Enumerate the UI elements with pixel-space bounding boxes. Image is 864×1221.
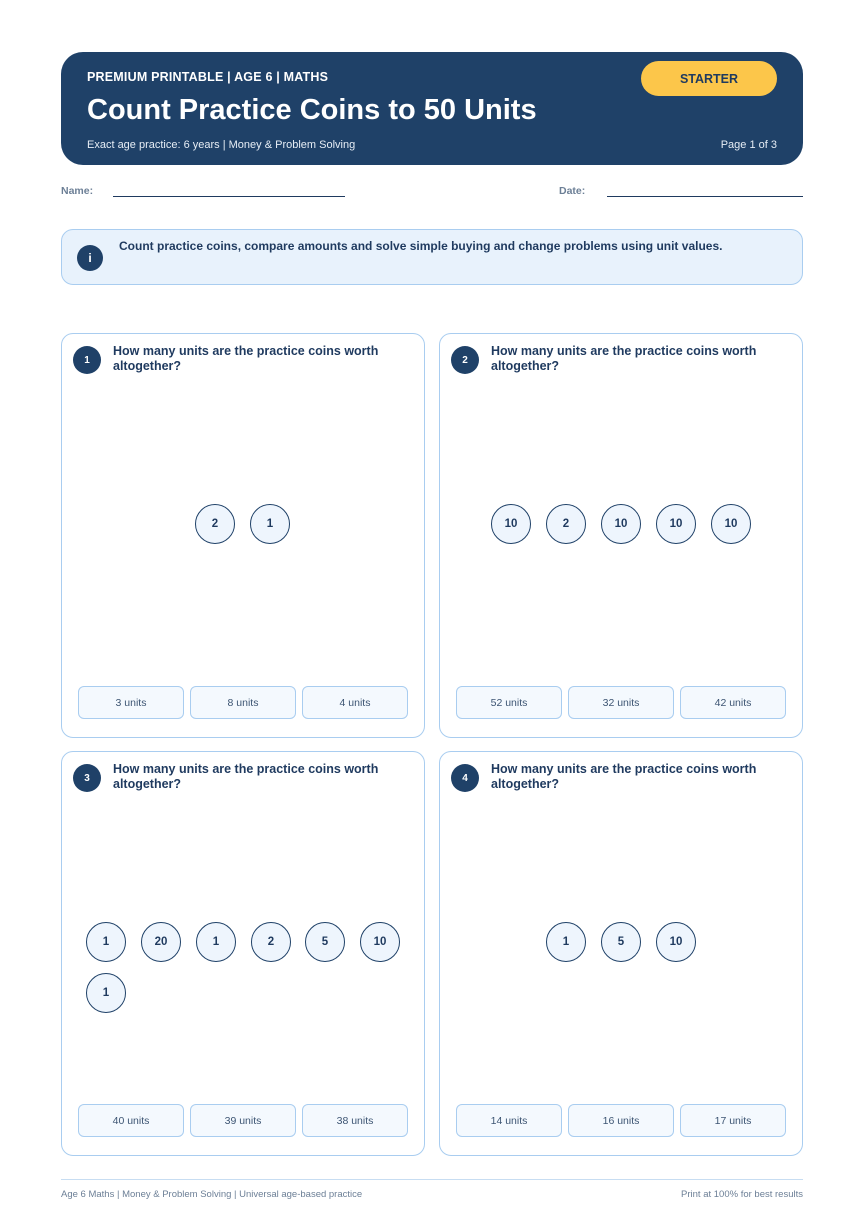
answer-option[interactable]: 40 units xyxy=(78,1104,184,1137)
coin: 2 xyxy=(546,504,586,544)
page-number: Page 1 of 3 xyxy=(720,139,777,151)
answer-option[interactable]: 3 units xyxy=(78,686,184,719)
coin-group xyxy=(62,752,424,1155)
coin: 2 xyxy=(195,504,235,544)
question-number: 1 xyxy=(73,346,101,374)
coin-group xyxy=(440,752,802,1155)
name-label: Name: xyxy=(61,185,94,197)
coin: 10 xyxy=(711,504,751,544)
date-field[interactable] xyxy=(607,196,803,197)
question-text: How many units are the practice coins worth altogether? xyxy=(113,344,379,373)
answer-option[interactable]: 39 units xyxy=(190,1104,296,1137)
info-icon: i xyxy=(77,245,103,271)
question-number: 2 xyxy=(451,346,479,374)
coin: 10 xyxy=(656,922,696,962)
coin: 1 xyxy=(196,922,236,962)
footer-left-text: Age 6 Maths | Money & Problem Solving | Universal age-based practice xyxy=(61,1189,363,1200)
coin: 1 xyxy=(250,504,290,544)
question-text: How many units are the practice coins worth altogether? xyxy=(491,344,757,373)
worksheet-header xyxy=(61,52,803,165)
answer-option[interactable]: 17 units xyxy=(680,1104,786,1137)
answer-option[interactable]: 32 units xyxy=(568,686,674,719)
coin-group xyxy=(440,334,802,737)
coin: 1 xyxy=(86,973,126,1013)
coin: 20 xyxy=(141,922,181,962)
header-kicker: PREMIUM PRINTABLE | AGE 6 | MATHS xyxy=(87,70,329,84)
date-label: Date: xyxy=(559,185,586,197)
question-card-3 xyxy=(61,751,425,1156)
coin: 10 xyxy=(491,504,531,544)
coin: 10 xyxy=(601,504,641,544)
question-card-1 xyxy=(61,333,425,738)
answer-option[interactable]: 52 units xyxy=(456,686,562,719)
question-card-4 xyxy=(439,751,803,1156)
name-field[interactable] xyxy=(113,196,345,197)
footer-right-text: Print at 100% for best results xyxy=(681,1189,803,1200)
instructions-text: Count practice coins, compare amounts and solve simple buying and change problems using unit values. xyxy=(119,239,723,253)
question-text: How many units are the practice coins worth altogether? xyxy=(491,762,757,791)
coin: 1 xyxy=(546,922,586,962)
header-subtitle: Exact age practice: 6 years | Money & Problem Solving xyxy=(87,139,356,151)
coin: 5 xyxy=(305,922,345,962)
answer-option[interactable]: 4 units xyxy=(302,686,408,719)
level-badge: STARTER xyxy=(641,61,777,96)
coin: 5 xyxy=(601,922,641,962)
instructions-box xyxy=(61,229,803,285)
answer-option[interactable]: 14 units xyxy=(456,1104,562,1137)
question-card-2 xyxy=(439,333,803,738)
coin: 10 xyxy=(656,504,696,544)
answer-option[interactable]: 8 units xyxy=(190,686,296,719)
answer-option[interactable]: 16 units xyxy=(568,1104,674,1137)
question-number: 4 xyxy=(451,764,479,792)
question-text: How many units are the practice coins worth altogether? xyxy=(113,762,379,791)
coin: 2 xyxy=(251,922,291,962)
page-title: Count Practice Coins to 50 Units xyxy=(87,94,537,126)
coin-group xyxy=(62,334,424,737)
answer-option[interactable]: 38 units xyxy=(302,1104,408,1137)
question-number: 3 xyxy=(73,764,101,792)
coin: 10 xyxy=(360,922,400,962)
answer-option[interactable]: 42 units xyxy=(680,686,786,719)
coin: 1 xyxy=(86,922,126,962)
footer-divider xyxy=(61,1179,803,1180)
